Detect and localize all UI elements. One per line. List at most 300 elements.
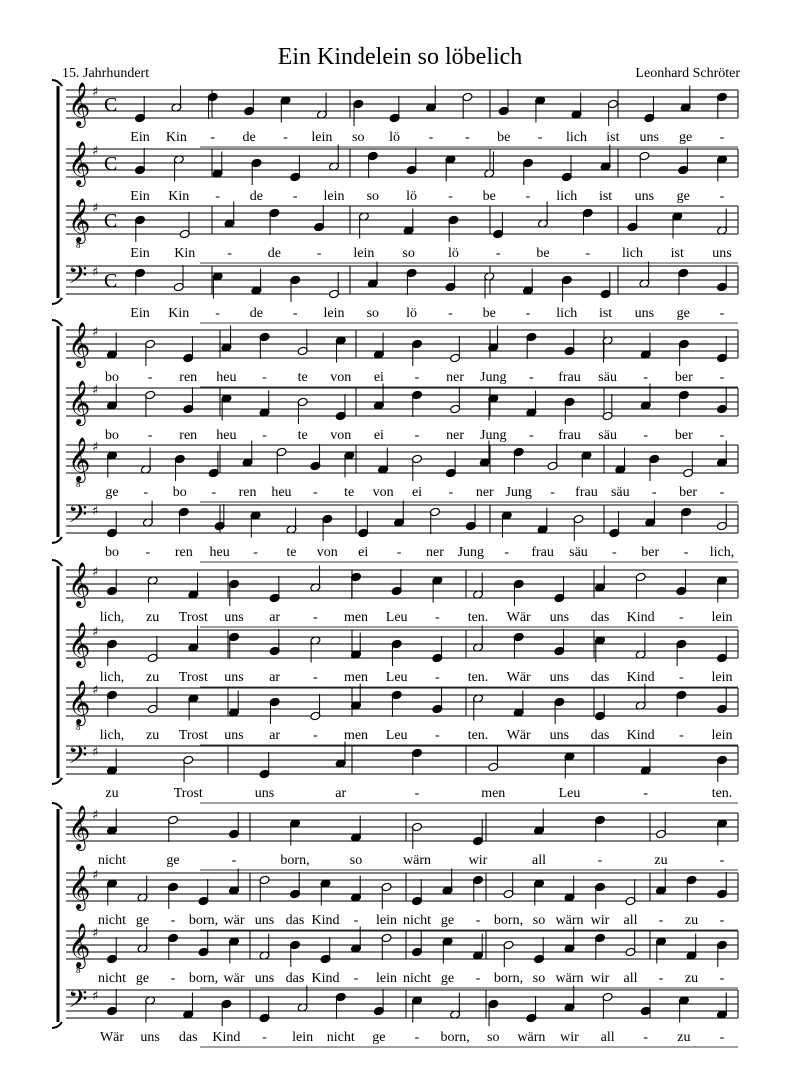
lyric-syllable: lein (292, 1030, 314, 1045)
lyric-syllable: born, (440, 1030, 470, 1045)
lyric-syllable: - (210, 130, 216, 145)
treble-clef-icon: 𝄞 (68, 622, 91, 666)
lyric-syllable: ten. (467, 610, 489, 625)
lyric-syllable: lein (711, 728, 733, 743)
lyric-syllable: Trost (178, 670, 208, 685)
lyric-syllable: Jung (480, 428, 507, 443)
lyric-syllable: - (145, 545, 151, 560)
octave-mark: 8 (76, 240, 81, 250)
lyric-syllable: - (683, 545, 689, 560)
lyric-syllable: nicht (326, 1030, 355, 1045)
bracket-hook (52, 803, 62, 809)
lyric-syllable: - (643, 370, 649, 385)
lyric-syllable: Kin (174, 246, 196, 261)
lyric-syllable: Kind (212, 1030, 241, 1045)
lyric-syllable: - (529, 428, 534, 443)
bracket-hook (52, 1022, 62, 1028)
lyric-syllable: de (267, 246, 281, 261)
lyric-syllable: uns (549, 728, 570, 743)
lyric-syllable: zu (146, 670, 160, 685)
lyric-syllable: nicht (98, 971, 126, 986)
lyric-syllable: born, (188, 913, 219, 928)
lyric-syllable: ten. (467, 670, 489, 685)
sharp-icon: ♯ (92, 144, 99, 159)
lyric-syllable: - (585, 246, 591, 261)
lyric-syllable: lein (376, 971, 397, 986)
lyric-syllable: - (651, 485, 657, 500)
lyric-syllable: ber (641, 545, 660, 560)
lyric-syllable: Leu (558, 786, 581, 801)
lyric-syllable: - (170, 913, 176, 928)
sharp-icon: ♯ (92, 808, 99, 823)
lyric-syllable: wir (560, 1030, 579, 1045)
lyric-syllable: de (249, 306, 264, 321)
sharp-icon: ♯ (92, 85, 99, 100)
lyric-syllable: - (227, 246, 232, 261)
lyric-syllable: be (497, 130, 511, 145)
lyric-syllable: te (286, 545, 297, 560)
lyric-syllable: wärn (555, 971, 584, 986)
lyric-syllable: so (532, 971, 546, 986)
lyric-syllable: Leu (385, 670, 408, 685)
lyric-syllable: lein (311, 130, 333, 145)
lyric-syllable: - (465, 130, 470, 145)
lyric-syllable: säu (598, 428, 617, 443)
lyric-syllable: - (312, 728, 318, 743)
lyric-syllable: - (678, 610, 684, 625)
lyric-syllable: lö (447, 246, 459, 261)
lyric-syllable: so (366, 189, 380, 204)
lyric-syllable: be (482, 306, 496, 321)
lyric-syllable: nicht (98, 913, 126, 928)
lyric-syllable: bo (105, 428, 119, 443)
lyric-syllable: Ein (130, 130, 150, 145)
lyric-syllable: - (253, 545, 258, 560)
lyric-syllable: Trost (178, 728, 208, 743)
lyric-syllable: - (434, 670, 440, 685)
lyric-syllable: so (352, 130, 365, 145)
lyric-syllable: säu (569, 545, 588, 560)
lyric-syllable: born, (188, 971, 219, 986)
sharp-icon: ♯ (92, 745, 99, 760)
lyric-syllable: be (536, 246, 550, 261)
lyric-syllable: ren (179, 370, 198, 385)
lyric-syllable: uns (549, 610, 570, 625)
lyric-syllable: - (428, 130, 434, 145)
lyric-syllable: lich, (99, 670, 125, 685)
lyric-syllable: heu (216, 370, 237, 385)
lyric-syllable: wir (590, 913, 610, 928)
lyric-syllable: born, (280, 853, 310, 868)
lyric-syllable: - (316, 246, 322, 261)
lyric-syllable: so (402, 246, 415, 261)
lyric-syllable: - (719, 913, 725, 928)
lyric-syllable: all (600, 1030, 615, 1045)
lyric-syllable: das (285, 971, 305, 986)
treble-clef-icon: 𝄞 (68, 141, 91, 185)
lyric-syllable: ge (166, 853, 180, 868)
lyric-syllable: - (262, 428, 267, 443)
lyric-syllable: zu (684, 971, 699, 986)
lyric-syllable: lein (711, 670, 733, 685)
lyric-syllable: zu (105, 786, 119, 801)
octave-mark: 8 (76, 479, 81, 489)
lyric-syllable: nicht (98, 853, 126, 868)
time-signature: C (104, 94, 118, 116)
bass-clef-icon: 𝄢 (68, 261, 88, 296)
sharp-icon: ♯ (92, 265, 99, 280)
lyric-syllable: - (353, 913, 359, 928)
lyric-syllable: - (170, 971, 176, 986)
sharp-icon: ♯ (92, 683, 99, 698)
lyric-syllable: säu (598, 370, 617, 385)
lyric-syllable: - (597, 853, 603, 868)
lyric-syllable: ren (238, 485, 257, 500)
lyric-syllable: - (414, 370, 420, 385)
lyric-syllable: zu (146, 610, 160, 625)
lyric-syllable: bo (105, 370, 119, 385)
lyric-syllable: Kind (626, 670, 655, 685)
bracket-hook (52, 80, 62, 86)
lyric-syllable: Wär (506, 610, 531, 625)
lyric-syllable: ren (179, 428, 198, 443)
treble-clef-icon: 𝄞 (68, 198, 91, 242)
lyric-syllable: men (343, 728, 369, 743)
lyric-syllable: - (414, 428, 420, 443)
lyric-syllable: - (658, 913, 664, 928)
lyric-syllable: - (147, 370, 153, 385)
lyric-syllable: heu (216, 428, 237, 443)
lyric-syllable: Wär (506, 728, 531, 743)
lyric-syllable: ber (674, 428, 693, 443)
sharp-icon: ♯ (92, 325, 99, 340)
lyric-syllable: ist (598, 189, 613, 204)
lyric-syllable: ge (440, 913, 455, 928)
lyric-syllable: ge (135, 971, 150, 986)
composer-name: Leonhard Schröter (635, 66, 740, 81)
lyric-syllable: - (719, 1030, 725, 1045)
lyric-syllable: ge (135, 913, 150, 928)
lyric-syllable: von (330, 370, 352, 385)
lyric-syllable: - (719, 428, 725, 443)
lyric-syllable: von (372, 485, 394, 500)
treble-clef-icon: 𝄞 (68, 923, 91, 967)
treble-clef-icon: 𝄞 (68, 805, 91, 849)
lyric-syllable: zu (684, 913, 699, 928)
lyric-syllable: ist (598, 306, 613, 321)
lyric-syllable: uns (639, 130, 659, 145)
time-signature: C (104, 210, 118, 232)
sharp-icon: ♯ (92, 440, 99, 455)
treble-clef-icon: 𝄞 (68, 82, 91, 126)
lyric-syllable: Kin (168, 189, 190, 204)
lyric-syllable: wär (223, 971, 245, 986)
lyric-syllable: ei (373, 428, 384, 443)
lyric-syllable: Jung (480, 370, 507, 385)
lyric-syllable: ber (674, 370, 693, 385)
bracket-hook (52, 320, 62, 326)
treble-clef-icon: 𝄞 (68, 322, 91, 366)
lyric-syllable: - (719, 130, 725, 145)
lyric-syllable: Kind (626, 728, 655, 743)
lyric-syllable: - (612, 545, 617, 560)
bass-clef-icon: 𝄢 (68, 741, 88, 776)
lyric-syllable: ar (269, 728, 281, 743)
lyric-syllable: ge (105, 485, 119, 500)
lyric-syllable: ner (446, 428, 465, 443)
bass-clef-icon: 𝄢 (68, 500, 88, 535)
lyric-syllable: ei (373, 370, 384, 385)
century-label: 15. Jahrhundert (62, 66, 150, 81)
lyric-syllable: Ein (130, 306, 150, 321)
lyric-syllable: das (590, 670, 610, 685)
lyric-syllable: uns (254, 786, 275, 801)
lyric-syllable: - (529, 370, 534, 385)
lyric-syllable: - (643, 786, 649, 801)
sharp-icon: ♯ (92, 868, 99, 883)
lyric-syllable: wär (223, 913, 245, 928)
lyric-syllable: - (312, 670, 318, 685)
time-signature: C (104, 270, 118, 292)
lyric-syllable: lich, (99, 728, 125, 743)
lyric-syllable: lö (389, 130, 401, 145)
lyric-syllable: das (178, 1030, 198, 1045)
lyric-syllable: ge (679, 130, 693, 145)
lyric-syllable: ei (411, 485, 423, 500)
lyric-syllable: men (343, 670, 369, 685)
lyric-syllable: uns (224, 728, 244, 743)
lyric-syllable: uns (634, 306, 655, 321)
lyric-syllable: Jung (457, 545, 485, 560)
lyric-syllable: bo (105, 545, 119, 560)
lyric-syllable: wir (468, 853, 488, 868)
lyric-syllable: lein (353, 246, 375, 261)
lyric-syllable: ten. (711, 786, 733, 801)
lyric-syllable: - (448, 306, 453, 321)
lyric-syllable: lich (556, 306, 578, 321)
lyric-syllable: - (719, 485, 725, 500)
lyric-syllable: lö (406, 189, 418, 204)
lyric-syllable: Trost (178, 610, 208, 625)
lyric-syllable: ge (676, 306, 690, 321)
lyric-syllable: - (262, 370, 267, 385)
lyric-syllable: uns (549, 670, 570, 685)
lyric-syllable: Leu (385, 610, 408, 625)
lyric-syllable: ist (670, 246, 684, 261)
lyric-syllable: frau (558, 370, 581, 385)
lyric-syllable: Ein (130, 189, 150, 204)
sharp-icon: ♯ (92, 989, 99, 1004)
lyric-syllable: all (623, 913, 638, 928)
lyric-syllable: so (487, 1030, 500, 1045)
lyric-syllable: - (719, 306, 725, 321)
lyric-syllable: lein (323, 306, 345, 321)
lyric-syllable: lein (376, 913, 397, 928)
lyric-syllable: so (532, 913, 546, 928)
lyric-syllable: frau (575, 485, 598, 500)
treble-clef-icon: 𝄞 (68, 865, 91, 909)
lyric-syllable: wärn (517, 1030, 546, 1045)
lyric-syllable: - (504, 545, 510, 560)
lyric-syllable: Trost (173, 786, 203, 801)
lyric-syllable: Leu (385, 728, 408, 743)
lyric-syllable: lein (323, 189, 345, 204)
lyric-syllable: uns (224, 670, 244, 685)
lyric-syllable: - (448, 485, 454, 500)
lyric-syllable: - (643, 1030, 649, 1045)
sharp-icon: ♯ (92, 625, 99, 640)
lyric-syllable: ar (335, 786, 347, 801)
bass-clef-icon: 𝄢 (68, 985, 88, 1020)
lyric-syllable: ar (269, 610, 281, 625)
lyric-syllable: - (475, 971, 481, 986)
lyric-syllable: - (434, 728, 440, 743)
lyric-syllable: - (215, 306, 220, 321)
lyric-syllable: uns (712, 246, 732, 261)
lyric-syllable: heu (209, 545, 230, 560)
octave-mark: 8 (76, 722, 81, 732)
score-title: Ein Kindelein so löbelich (277, 44, 523, 70)
bracket-hook (52, 778, 62, 784)
lyric-syllable: ar (269, 670, 281, 685)
lyric-syllable: men (481, 786, 506, 801)
lyric-syllable: - (719, 971, 725, 986)
lyric-syllable: zu (146, 728, 160, 743)
sharp-icon: ♯ (92, 201, 99, 216)
lyric-syllable: - (678, 670, 684, 685)
lyric-syllable: wärn (555, 913, 584, 928)
lyric-syllable: - (312, 485, 318, 500)
lyric-syllable: - (550, 485, 555, 500)
lyric-syllable: born, (493, 913, 524, 928)
lyric-syllable: ner (425, 545, 444, 560)
lyric-syllable: uns (254, 913, 275, 928)
treble-clef-icon: 𝄞 (68, 680, 91, 724)
lyric-syllable: bo (172, 485, 187, 500)
lyric-syllable: nicht (403, 971, 431, 986)
treble-clef-icon: 𝄞 (68, 380, 91, 424)
lyric-syllable: te (297, 370, 308, 385)
bracket-hook (52, 537, 62, 543)
lyric-syllable: all (623, 971, 638, 986)
lyric-syllable: so (366, 306, 380, 321)
lyric-syllable: lö (406, 306, 418, 321)
lyric-syllable: wir (590, 971, 610, 986)
lyric-syllable: - (525, 306, 531, 321)
lyric-syllable: säu (610, 485, 630, 500)
treble-clef-icon: 𝄞 (68, 562, 91, 606)
lyric-syllable: - (719, 189, 725, 204)
lyric-syllable: - (292, 306, 298, 321)
lyric-syllable: ner (475, 485, 494, 500)
lyric-syllable: de (242, 130, 256, 145)
lyric-syllable: - (525, 189, 531, 204)
lyric-syllable: lich, (709, 545, 735, 560)
lyric-syllable: uns (254, 971, 275, 986)
lyric-syllable: Kind (311, 971, 340, 986)
lyric-syllable: born, (493, 971, 524, 986)
lyric-syllable: - (495, 246, 501, 261)
lyric-syllable: zu (677, 1030, 691, 1045)
lyric-syllable: - (414, 1030, 420, 1045)
lyric-syllable: lich, (99, 610, 125, 625)
lyric-syllable: de (249, 189, 264, 204)
lyric-syllable: lich (556, 189, 578, 204)
lyric-syllable: uns (140, 1030, 160, 1045)
lyric-syllable: von (330, 428, 352, 443)
time-signature: C (104, 153, 118, 175)
lyric-syllable: frau (558, 428, 581, 443)
lyric-syllable: - (262, 1030, 267, 1045)
lyric-syllable: Jung (505, 485, 532, 500)
lyric-syllable: - (292, 189, 298, 204)
lyric-syllable: ten. (467, 728, 489, 743)
lyric-syllable: uns (224, 610, 244, 625)
lyric-syllable: - (143, 485, 149, 500)
lyric-syllable: Kind (626, 610, 655, 625)
sharp-icon: ♯ (92, 926, 99, 941)
lyric-syllable: von (316, 545, 338, 560)
lyric-syllable: wärn (403, 853, 431, 868)
lyric-syllable: Kind (311, 913, 340, 928)
lyric-syllable: - (448, 189, 453, 204)
lyric-syllable: - (658, 971, 664, 986)
lyric-syllable: be (482, 189, 496, 204)
lyric-syllable: heu (271, 485, 292, 500)
lyric-syllable: - (211, 485, 217, 500)
lyric-syllable: das (285, 913, 305, 928)
lyric-syllable: - (231, 853, 237, 868)
lyric-syllable: - (414, 786, 420, 801)
lyric-syllable: - (678, 728, 684, 743)
lyric-syllable: ner (446, 370, 465, 385)
lyric-syllable: ber (679, 485, 698, 500)
lyric-syllable: nicht (403, 913, 431, 928)
lyric-syllable: Ein (130, 246, 150, 261)
lyric-syllable: zu (654, 853, 668, 868)
treble-clef-icon: 𝄞 (68, 437, 91, 481)
lyric-syllable: te (297, 428, 308, 443)
lyric-syllable: lich (566, 130, 587, 145)
lyric-syllable: all (532, 853, 546, 868)
lyric-syllable: - (396, 545, 402, 560)
lyric-syllable: ist (606, 130, 620, 145)
lyric-syllable: ge (676, 189, 690, 204)
lyric-syllable: frau (531, 545, 554, 560)
lyric-syllable: so (349, 853, 363, 868)
sharp-icon: ♯ (92, 383, 99, 398)
octave-mark: 8 (76, 965, 81, 975)
lyric-syllable: - (312, 610, 318, 625)
lyric-syllable: - (537, 130, 543, 145)
lyric-syllable: - (283, 130, 288, 145)
lyric-syllable: lein (711, 610, 733, 625)
lyric-syllable: uns (634, 189, 655, 204)
lyric-syllable: lich (621, 246, 643, 261)
lyric-syllable: - (215, 189, 220, 204)
lyric-syllable: - (643, 428, 649, 443)
lyric-syllable: ge (372, 1030, 386, 1045)
lyric-syllable: das (590, 610, 610, 625)
lyric-syllable: ge (440, 971, 455, 986)
lyric-syllable: ei (358, 545, 369, 560)
lyric-syllable: - (475, 913, 481, 928)
lyric-syllable: - (353, 971, 359, 986)
lyric-syllable: - (147, 428, 153, 443)
lyric-syllable: te (344, 485, 355, 500)
bracket-hook (52, 560, 62, 566)
sharp-icon: ♯ (92, 565, 99, 580)
